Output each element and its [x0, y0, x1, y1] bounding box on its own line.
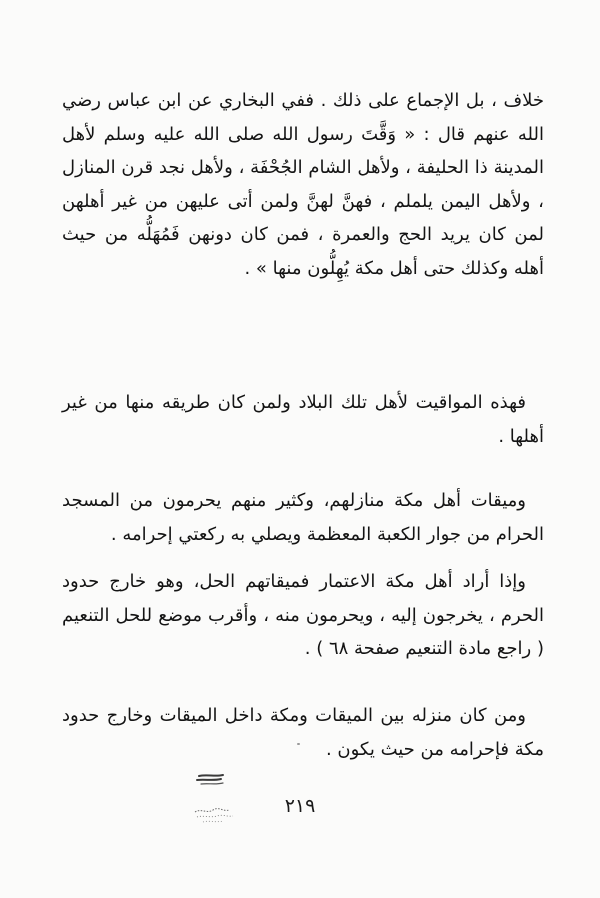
paragraph-inside-meeqat: ومن كان منزله بين الميقات ومكة داخل الميقات وخارج حدود مكة فإحرامه من حيث يكون .: [62, 705, 544, 760]
paragraph-umrah-hill: وإذا أراد أهل مكة الاعتمار فميقاتهم الحل، وهو خارج حدود الحرم ، يخرجون إليه ، ويحرمون منه ، وأقرب موضع للحل التنعيم ( راجع مادة التنعيم صفحة ٦٨ ) .: [62, 571, 544, 659]
paragraph-hadith-mawaqit: خلاف ، بل الإجماع على ذلك . ففي البخاري عن ابن عباس رضي الله عنهم قال : « وَقَّتَ رسول الله صلى الله عليه وسلم لأهل المدينة ذا الحليفة ، ولأهل الشام الجُحْفَة ، ولأهل نجد قرن المنازل ، ولأهل اليمن يلملم ، فهنَّ لهنَّ ولمن أتى عليهن من غير أهلهن لمن كان يريد الحج والعمرة ، فمن كان دونهن فَمُهَلُّه من حيث أهله وكذلك حتى أهل مكة يُهِلُّون منها » .: [62, 90, 544, 279]
scribble-ornament-icon: [193, 770, 239, 828]
page-number: ٢١٩: [284, 795, 316, 817]
print-speck: [297, 743, 300, 745]
paragraph-meeqat-makkah: وميقات أهل مكة منازلهم، وكثير منهم يحرمون من المسجد الحرام من جوار الكعبة المعظمة ويصلي به ركعتي إحرامه .: [62, 490, 544, 545]
paragraph-mawaqit-people: فهذه المواقيت لأهل تلك البلاد ولمن كان طريقه منها من غير أهلها .: [62, 392, 544, 447]
